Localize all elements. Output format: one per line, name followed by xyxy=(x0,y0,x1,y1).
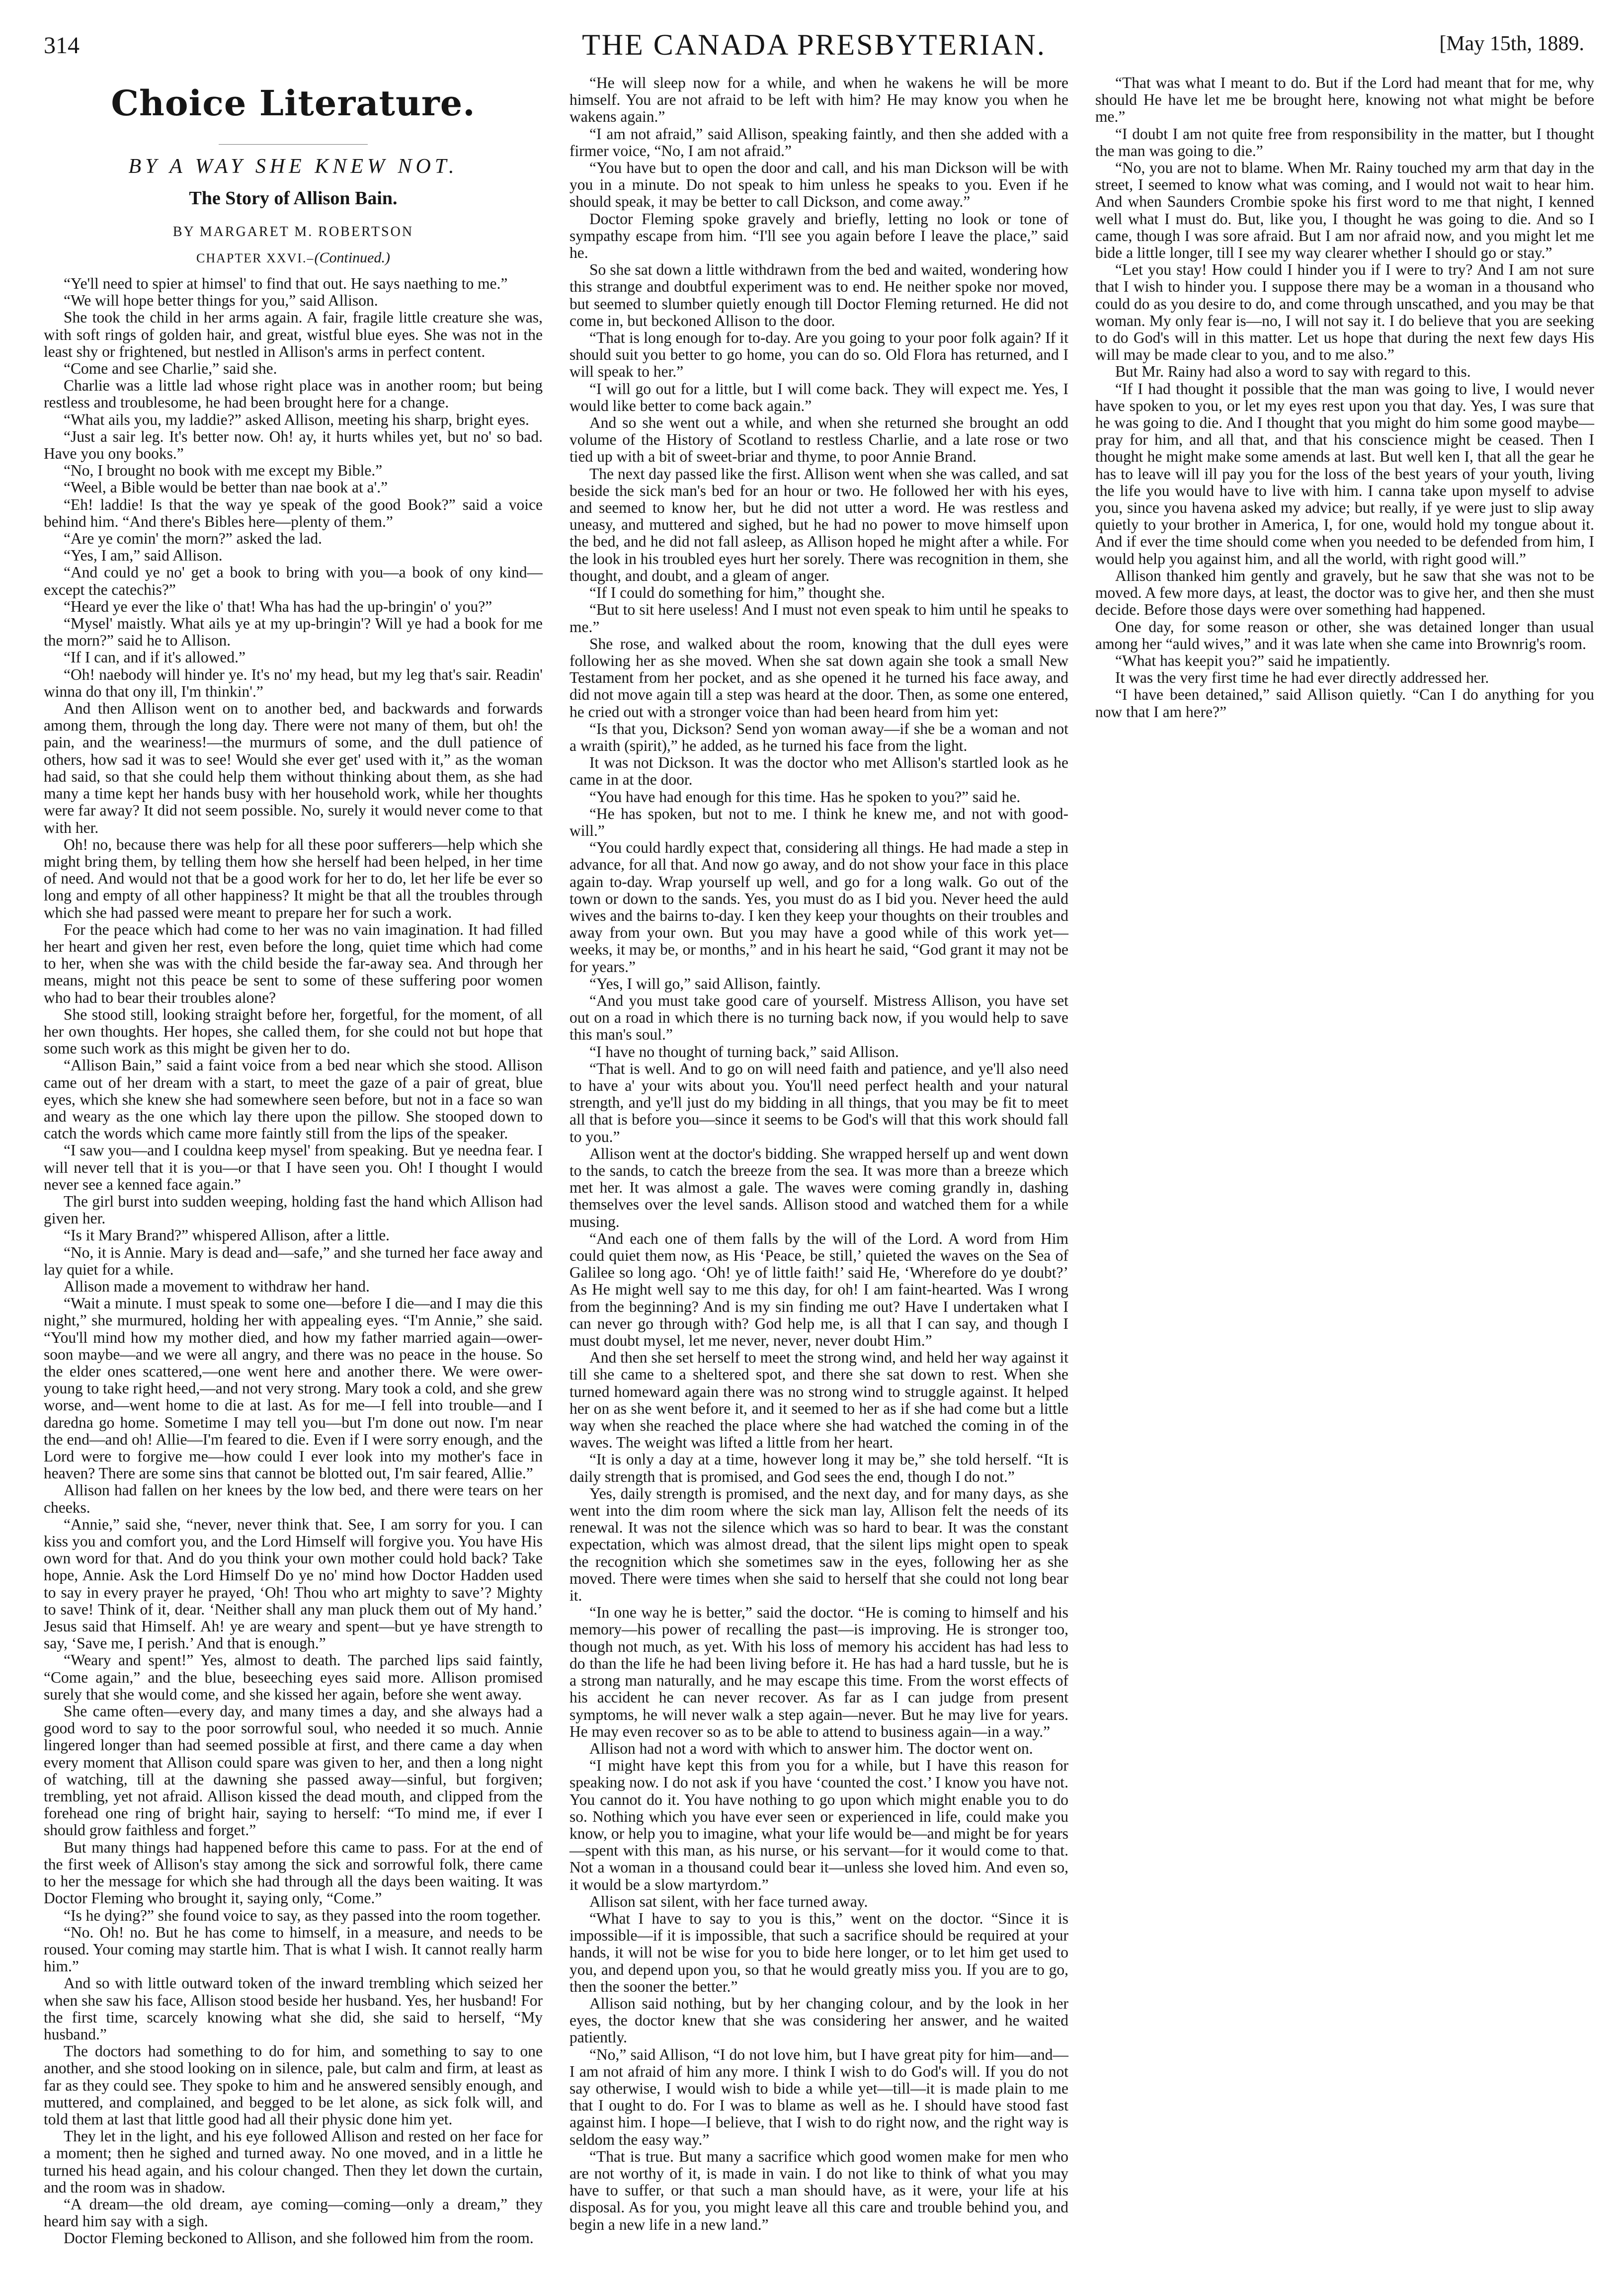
paragraph: “I might have kept this from you for a while, but I have this reason for speaking now. I do not ask if you have ‘counted the cost.’ I know you have not. You cannot do it. You have nothing to go upon which might enable you to do so. Nothing which you have ever seen or experienced in life, could make you know, or help you to imagine, what your life would be—and might be for years—spent with this man, as his nurse, or his servant—for it would come to that. Not a woman in a thousand could bear it—unless she loved him. And even so, it would be a slow martyrdom.” xyxy=(569,1757,1068,1893)
paragraph: “I have been detained,” said Allison quietly. “Can I do anything for you now that I am here?” xyxy=(1095,686,1594,721)
paragraph: “And each one of them falls by the will of the Lord. A word from Him could quiet them now, as His ‘Peace, be still,’ quieted the waves on the Sea of Galilee so long ago. ‘Oh! ye of little faith!’ said He, ‘Wherefore do ye doubt?’ As He might well say to me this day, for oh! I am faint-hearted. Was I wrong from the beginning? And is my sin finding me out? Have I undertaken what I can never go through with? God help me, is all that I can say, and though I must doubt mysel, let me never, never, never doubt Him.” xyxy=(569,1229,1068,1350)
paragraph: “He has spoken, but not to me. I think he knew me, and not with good-will.” xyxy=(569,805,1068,839)
paragraph: “No. Oh! no. But he has come to himself, in a measure, and needs to be roused. Your coming may startle him. That is what I wish. It cannot really harm him.” xyxy=(44,1923,543,1975)
paragraph: She rose, and walked about the room, knowing that the dull eyes were following her as she moved. When she sat down again she took a small New Testament from her pocket, and as she opened it he turned his face away, and did not move again till a step was heard at the door. Then, as some one entered, he cried out with a stronger voice than had been heard from him yet: xyxy=(569,635,1068,721)
paragraph: It was the very first time he had ever directly addressed her. xyxy=(1115,669,1489,687)
paragraph: “What I have to say to you is this,” went on the doctor. “Since it is impossible—if it is impossible, that such a sacrifice should be required at your hands, it will not be wise for you to bide here longer, or to let him get used to you, and depend upon you, so that he would greatly miss you. If you are to go, then the sooner the better.” xyxy=(569,1909,1068,1995)
paragraph: “Are ye comin' the morn?” asked the lad. xyxy=(64,530,322,548)
paragraph: Allison had fallen on her knees by the low bed, and there were tears on her cheeks. xyxy=(44,1481,543,1516)
paragraph: “I will go out for a little, but I will come back. They will expect me. Yes, I would like better to come back again.” xyxy=(569,380,1068,414)
paragraph: “No, I brought no book with me except my Bible.” xyxy=(64,462,383,480)
paragraph: And so with little outward token of the inward trembling which seized her when she saw his face, Allison stood beside her husband. Yes, her husband! For the first time, scarcely knowing what she did, she said to herself, “My husband.” xyxy=(44,1974,543,2043)
paragraph: “What ails you, my laddie?” asked Allison, meeting his sharp, bright eyes. xyxy=(64,410,529,428)
issue-date: [May 15th, 1889. xyxy=(1439,32,1584,55)
publication-title: THE CANADA PRESBYTERIAN. xyxy=(582,28,1046,61)
masthead xyxy=(44,28,1584,63)
paragraph: “Let you stay! How could I hinder you if I were to try? And I am not sure that I wish to hinder you. I suppose there may be a woman in a thousand who could do as you desire to do, and come through unscathed, and you may be that woman. My only fear is—no, I will not say it. I do believe that you are seeking to do God's will in this matter. Let us hope that during the next few days His will may be made clear to you, and to me also.” xyxy=(1095,261,1594,364)
paragraph: “But to sit here useless! And I must not even speak to him until he speaks to me.” xyxy=(569,601,1068,636)
divider xyxy=(219,144,368,145)
paragraph: “Is it Mary Brand?” whispered Allison, after a little. xyxy=(64,1226,390,1244)
paragraph: For the peace which had come to her was no vain imagination. It had filled her heart and given her rest, even before the long, quiet time which had come to her, when she was with the child beside the far-away sea. And through her means, might not this peace be sent to some of these suffering poor women who had to bear their troubles alone? xyxy=(44,920,543,1006)
paragraph: “No, you are not to blame. When Mr. Rainy touched my arm that day in the street, I seemed to know what was coming, and I would not wait to hear him. And when Saunders Crombie spoke his first word to me that night, I kenned well what I must do. But, like you, I thought he was going to die. And so I came, though I was sore afraid. But I am nor afraid now, and you might let me bide a little longer, till I see my way clearer whether I should go or stay.” xyxy=(1095,159,1594,262)
paragraph: “Yes, I will go,” said Allison, faintly. xyxy=(589,974,821,992)
paragraph: The next day passed like the first. Allison went when she was called, and sat beside the sick man's bed for an hour or two. He followed her with his eyes, and seemed to know her, but he did not utter a word. He was restless and uneasy, and muttered and sighed, but he had no power to move himself upon the bed, and he did not fall asleep, as Allison hoped he might after a while. For the look in his troubled eyes hurt her sorely. There was recognition in them, she thought, and doubt, and a gleam of anger. xyxy=(569,465,1068,584)
paragraph: “Ye'll need to spier at himsel' to find that out. He says naething to me.” xyxy=(64,275,508,292)
paragraph: “If I can, and if it's allowed.” xyxy=(64,649,246,666)
paragraph: “Oh! naebody will hinder ye. It's no' my head, but my leg that's sair. Readin' winna do that ony ill, I'm thinkin'.” xyxy=(44,665,543,700)
paragraph: Allison sat silent, with her face turned away. xyxy=(589,1892,868,1910)
paragraph: “He will sleep now for a while, and when he wakens he will be more himself. You are not afraid to be left with him? He may know you when he wakens again.” xyxy=(569,74,1068,126)
paragraph: Charlie was a little lad whose right place was in another room; but being restless and troublesome, he had been brought here for a change. xyxy=(44,377,543,411)
paragraph: “It is only a day at a time, however long it may be,” she told herself. “It is daily strength that is promised, and God sees the end, though I do not.” xyxy=(569,1451,1068,1485)
story-title: BY A WAY SHE KNEW NOT. xyxy=(128,155,458,178)
paragraph: It was not Dickson. It was the doctor who met Allison's startled look as he came in at the door. xyxy=(569,754,1068,789)
paragraph: The doctors had something to do for him, and something to say to one another, and she stood looking on in silence, pale, but calm and firm, at least as far as they could see. They spoke to him and he answered sensibly enough, and muttered, and complained, and begged to be let alone, as sick folk will, and told them at last that little good had all their physic done him yet. xyxy=(44,2042,543,2128)
paragraph: “Wait a minute. I must speak to some one—before I die—and I may die this night,” she murmured, holding her with appealing eyes. “I'm Annie,” she said. “You'll mind how my mother died, and how my father married again—ower-soon maybe—and we were all angry, and there was no peace in the house. So the elder ones scattered,—one went here and another there. We were ower-young to take right heed,—and not very strong. Mary took a cold, and she grew worse, and—went home to die at last. As for me—I fell into trouble—and I daredna go home. Sometime I may tell you—but I'm done out now. I'm near the end—and oh! Allie—I'm feared to die. Even if I were sorry enough, and the Lord were to forgive me—how could I ever look into my mother's face in heaven? There are some sins that cannot be blotted out, I'm sair feared, Allie.” xyxy=(44,1295,543,1482)
paragraph: “I have no thought of turning back,” said Allison. xyxy=(589,1043,899,1060)
paragraph: Allison made a movement to withdraw her hand. xyxy=(64,1277,370,1295)
paragraph: Allison had not a word with which to answer him. The doctor went on. xyxy=(589,1739,1033,1757)
chapter-heading xyxy=(44,247,543,269)
paragraph: “I doubt I am not quite free from responsibility in the matter, but I thought the man was going to die.” xyxy=(1095,125,1594,160)
paragraph: She stood still, looking straight before her, forgetful, for the moment, of all her own thoughts. Her hopes, she called them, for she could not but hope that some such work as this might be given her to do. xyxy=(44,1005,543,1057)
chapter-note: (Continued.) xyxy=(314,249,390,266)
story-subtitle: The Story of Allison Bain. xyxy=(189,188,398,209)
paragraph: “You have had enough for this time. Has he spoken to you?” said he. xyxy=(589,788,1021,806)
paragraph: “Is that you, Dickson? Send yon woman away—if she be a woman and not a wraith (spirit),” he added, as he turned his face from the light. xyxy=(569,720,1068,754)
byline: BY MARGARET M. ROBERTSON xyxy=(172,224,414,240)
paragraph: “In one way he is better,” said the doctor. “He is coming to himself and his memory—his power of recalling the past—is improving. He is stronger too, though not much, as yet. With his loss of memory his accident has had less to do than the life he had been living before it. He has had a hard tussle, but he is a strong man naturally, and he may escape this time. From the worst effects of his accident he can never recover. As far as I can judge from present symptoms, he will never walk a step again—never. But he may live for years. He may even recover so as to be able to attend to business again—in a way.” xyxy=(569,1604,1068,1740)
paragraph: But many things had happened before this came to pass. For at the end of the first week of Allison's stay among the sick and sorrowful folk, there came to her the message for which she had through all the days been waiting. It was Doctor Fleming who brought it, saying only, “Come.” xyxy=(44,1838,543,1907)
paragraph: And then Allison went on to another bed, and backwards and forwards among them, through the long day. There were not many of them, but oh! the pain, and the weariness!—the murmurs of some, and the dull patience of others, how sad it was to see! Would she ever get' used with it,” as the woman had said, so that she could help them without thinking about them, as she had many a time kept her hands busy with her household work, while her thoughts were far away? It did not seem possible. No, surely it would never come to that with her. xyxy=(44,700,543,836)
paragraph: “What has keepit you?” said he impatiently. xyxy=(1115,651,1390,669)
paragraph: But Mr. Rainy had also a word to say with regard to this. xyxy=(1115,363,1471,381)
paragraph: “Is he dying?” she found voice to say, as they passed into the room together. xyxy=(64,1906,541,1924)
paragraph: “That is long enough for to-day. Are you going to your poor folk again? If it should suit you better to go home, you can do so. Old Flora has returned, and I will speak to her.” xyxy=(569,329,1068,381)
paragraph: And so she went out a while, and when she returned she brought an odd volume of the History of Scotland to restless Charlie, and a late rose or two tied up with a bit of sweet-briar and thyme, to poor Annie Brand. xyxy=(569,414,1068,466)
paragraph: “Just a sair leg. It's better now. Oh! ay, it hurts whiles yet, but no' so bad. Have you ony books.” xyxy=(44,427,543,463)
paragraph: She came often—every day, and many times a day, and she always had a good word to say to the poor sorrowful soul, who needed it so much. Annie lingered longer than had seemed possible at first, and there came a day when every moment that Allison could spare was given to her, and then a long night of watching, till at the dawning she passed away—sinful, but forgiven; trembling, yet not afraid. Allison kissed the dead mouth, and clipped from the forehead one ring of bright hair, saying to herself: “To mind me, if ever I should grow faithless and forget.” xyxy=(44,1703,543,1839)
paragraph: They let in the light, and his eye followed Allison and rested on her face for a moment; then he sighed and turned away. No one moved, and in a little he turned his head again, and his colour changed. Then they let down the curtain, and the room was in shadow. xyxy=(44,2127,543,2196)
section-heading: Choice Literature. xyxy=(111,82,476,124)
paragraph: “Heard ye ever the like o' that! Wha has had the up-bringin' o' you?” xyxy=(64,597,492,615)
paragraph: “You have but to open the door and call, and his man Dickson will be with you in a minute. Do not speak to him unless he speaks to you. Even if he should speak, it may be better to call Dickson, and come away.” xyxy=(569,159,1068,211)
paragraph: “Weary and spent!” Yes, almost to death. The parched lips said faintly, “Come again,” and the blue, beseeching eyes said more. Allison promised surely that she would come, and she kissed her again, before she went away. xyxy=(44,1651,543,1703)
paragraph: “Weel, a Bible would be better than nae book at a'.” xyxy=(64,479,388,496)
chapter-number: CHAPTER XXVI.– xyxy=(196,251,315,265)
article-columns xyxy=(44,75,1594,2251)
paragraph: She took the child in her arms again. A fair, fragile little creature she was, with soft rings of golden hair, and great, wistful blue eyes. She was not in the least shy or frightened, but nestled in Allison's arms in perfect content. xyxy=(44,309,543,360)
paragraph: “You could hardly expect that, considering all things. He had made a step in advance, for all that. And now go away, and do not show your face in this place again to-day. Wrap yourself up well, and go for a long walk. Go out of the town or down to the sands. Yes, you must do as I bid you. Never heed the auld wives and the bairns to-day. I ken they keep your thoughts on their troubles and away from your own. But you may have a good while of this work yet—weeks, it may be, or months,” and in his heart he said, “God grant it may not be for years.” xyxy=(569,839,1068,975)
paragraph: “If I had thought it possible that the man was going to live, I would never have spoken to you, or let my eyes rest upon you that day. Yes, I was sure that he was going to die. And I thought that you might do him some good maybe—pray for him, and all that, and that his conscience might be ceased. Then I thought he might make some amends at last. But well ken I, that all the gear he has to leave will ill pay you for the loss of the best years of your youth, living the life you would have to live with him. I canna take upon myself to advise you, since you havena asked my advice; but really, if ye were just to slip away quietly to your brother in America, I, for one, would hold my tongue about it. And if ever the time should come when you needed to be defended from him, I would help you against him, and all the world, with right good will.” xyxy=(1095,380,1594,568)
page-number: 314 xyxy=(44,32,80,59)
paragraph: Yes, daily strength is promised, and the next day, and for many days, as she went into the dim room where the sick man lay, Allison felt the needs of its renewal. It was not the silence which was so hard to bear. It was the constant expectation, which was almost dread, that the silent lips might open to speak the recognition which she sometimes saw in the eyes, following her as she moved. There were times when she said to herself that she could not long bear it. xyxy=(569,1484,1068,1605)
paragraph: “And could ye no' get a book to bring with you—a book of ony kind—except the catechis?” xyxy=(44,564,543,598)
paragraph: “Mysel' maistly. What ails ye at my up-bringin'? Will ye had a book for me the morn?” said he to Allison. xyxy=(44,615,543,649)
paragraph: “I am not afraid,” said Allison, speaking faintly, and then she added with a firmer voice, “No, I am not afraid.” xyxy=(569,125,1068,160)
paragraph: The girl burst into sudden weeping, holding fast the hand which Allison had given her. xyxy=(44,1192,543,1227)
paragraph: “Annie,” said she, “never, never think that. See, I am sorry for you. I can kiss you and comfort you, and the Lord Himself will forgive you. You have His own word for that. And do you think your own mother could hold back? Take hope, Annie. Ask the Lord Himself Do ye no' mind how Doctor Hadden used to say in every prayer he prayed, ‘Oh! Thou who art mighty to save’? Mighty to save! Think of it, dear. ‘Neither shall any man pluck them out of My hand.’ Jesus said that Himself. Ah! ye are weary and spent—but ye have strength to say, ‘Save me, I perish.’ And that is enough.” xyxy=(44,1515,543,1652)
article-body xyxy=(44,75,1594,2251)
paragraph: “Eh! laddie! Is that the way ye speak of the good Book?” said a voice behind him. “And there's Bibles here—plenty of them.” xyxy=(44,495,543,530)
paragraph: “I saw you—and I couldna keep mysel' from speaking. But ye needna fear. I will never tell that it is you—or that I have seen you. Oh! I thought I would never see a kenned face again.” xyxy=(44,1141,543,1193)
paragraph: “No,” said Allison, “I do not love him, but I have great pity for him—and—I am not afraid of him any more. I think I wish to do God's will. If you do not say otherwise, I would wish to bide a while yet—till—it is made plain to me that I ought to do. For I was to blame as well as he. I should have stood fast against him. I hope—I believe, that I wish to do right now, and the right way is seldom the easy way.” xyxy=(569,2045,1068,2148)
paragraph: Allison went at the doctor's bidding. She wrapped herself up and went down to the sands, to catch the breeze from the sea. It was more than a breeze which met her. It was almost a gale. The waves were coming grandly in, dashing themselves over the level sands. Allison stood and watched them for a while musing. xyxy=(569,1144,1068,1230)
paragraph: “That is true. But many a sacrifice which good women make for men who are not worthy of it, is made in vain. I do not like to think of what you may have to suffer, or that such a man should have, as it were, your life at his disposal. As for you, you might leave all this care and trouble behind you, and begin a new life in a new land.” xyxy=(569,2147,1068,2233)
paragraph: And then she set herself to meet the strong wind, and held her way against it till she came to a sheltered spot, and there she sat down to rest. When she turned homeward again there was no strong wind to struggle against. It helped her on as she went before it, and it seemed to her as if she had come but a little way when she reached the place where she had watched the coming in of the waves. The weight was lifted a little from her heart. xyxy=(569,1349,1068,1452)
paragraph: “If I could do something for him,” thought she. xyxy=(589,584,885,602)
paragraph: “And you must take good care of yourself. Mistress Allison, you have set out on a road in which there is no turning back now, if you would help to save this man's soul.” xyxy=(569,991,1068,1044)
paragraph: So she sat down a little withdrawn from the bed and waited, wondering how this strange and doubtful experiment was to end. He neither spoke nor moved, but seemed to slumber quietly enough till Doctor Fleming returned. He did not come in, but beckoned Allison to the door. xyxy=(569,261,1068,329)
paragraph: “A dream—the old dream, aye coming—coming—only a dream,” they heard him say with a sigh. xyxy=(44,2195,543,2230)
paragraph: Allison said nothing, but by her changing colour, and by the look in her eyes, the doctor knew that she was considering her answer, and he waited patiently. xyxy=(569,1994,1068,2046)
paragraph: “No, it is Annie. Mary is dead and—safe,” and she turned her face away and lay quiet for a while. xyxy=(44,1243,543,1278)
paragraph: Doctor Fleming beckoned to Allison, and she followed him from the room. xyxy=(64,2229,534,2247)
paragraph: “Allison Bain,” said a faint voice from a bed near which she stood. Allison came out of her dream with a start, to meet the gaze of a pair of great, blue eyes, which she knew she had somewhere seen before, but not in a face so wan and weary as the one which lay there upon the pillow. She stooped down to catch the words which came more faintly still from the lips of the speaker. xyxy=(44,1056,543,1142)
paragraph: “Come and see Charlie,” said she. xyxy=(64,360,277,378)
paragraph: “Yes, I am,” said Allison. xyxy=(64,547,223,565)
paragraph: “That was what I meant to do. But if the Lord had meant that for me, why should He have let me be brought here, knowing not what might be before me.” xyxy=(1095,74,1594,126)
paragraph: “That is well. And to go on will need faith and patience, and ye'll also need to have a' your wits about you. You'll need perfect health and your natural strength, and ye'll just do my bidding in all things, that you may be fit to meet all that is before you—since it seems to be God's will that this work should fall to you.” xyxy=(569,1059,1068,1145)
paragraph: “We will hope better things for you,” said Allison. xyxy=(64,292,378,310)
paragraph: Doctor Fleming spoke gravely and briefly, letting no look or tone of sympathy escape from him. “I'll see you again before I leave the place,” said he. xyxy=(569,210,1068,262)
paragraph: One day, for some reason or other, she was detained longer than usual among her “auld wives,” and it was late when she came into Brownrig's room. xyxy=(1095,618,1594,652)
paragraph: Oh! no, because there was help for all these poor sufferers—help which she might bring them, by telling them how she herself had been helped, in her time of need. And would not that be a good work for her to do, let her life be ever so long and empty of all other happiness? It might be that all the troubles through which she had passed were meant to prepare her for such a work. xyxy=(44,835,543,921)
paragraph: Allison thanked him gently and gravely, but he saw that she was not to be moved. A few more days, at least, the doctor was to give her, and then she must decide. Before those days were over something had happened. xyxy=(1095,567,1594,619)
